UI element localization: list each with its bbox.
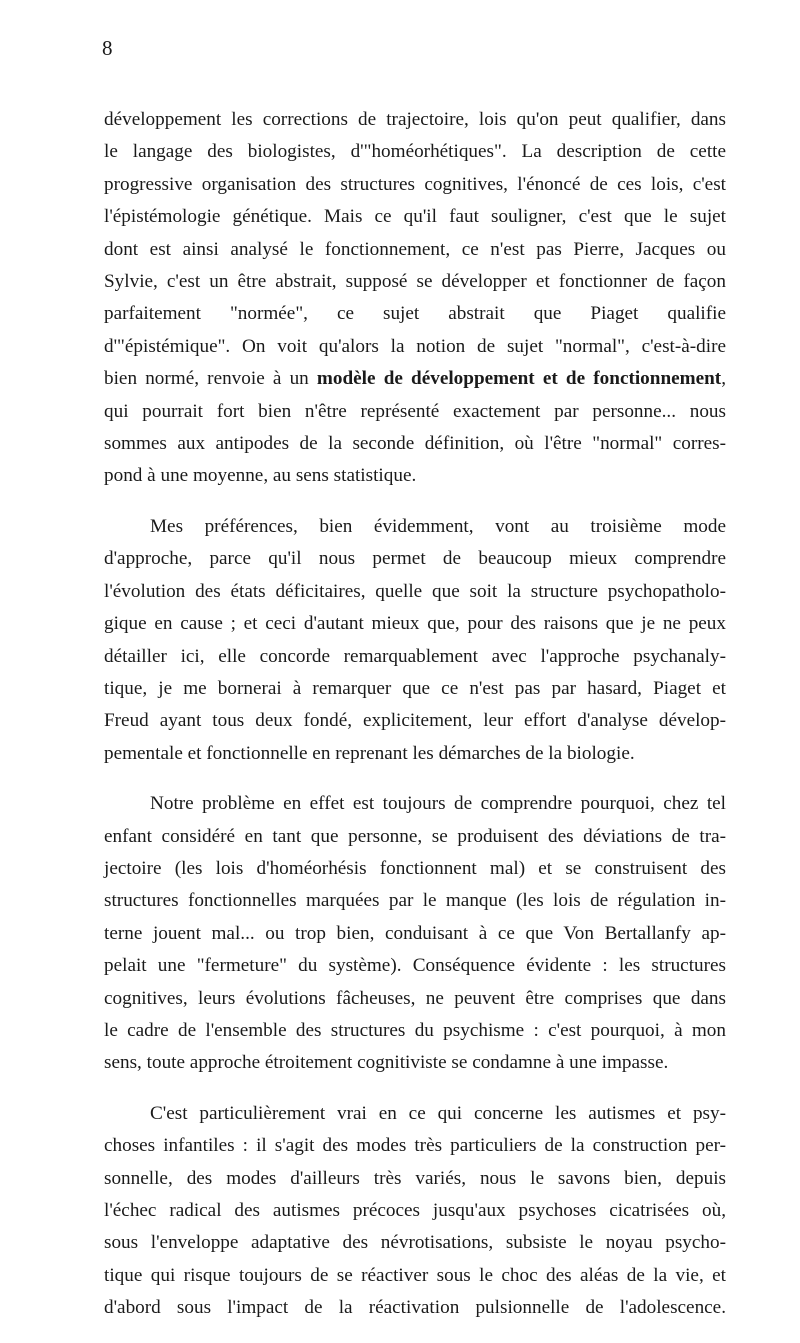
text-line: l'échec radical des autismes précoces jusqu'aux psychoses cicatrisées où, (104, 1200, 726, 1221)
text-line: sommes aux antipodes de la seconde définition, où l'être "normal" corres- (104, 433, 726, 455)
text-line: cognitives, leurs évolutions fâcheuses, ne peuvent être comprises que dans (104, 987, 726, 1009)
text-line: développement les corrections de trajectoire, lois qu'on peut qualifier, dans (104, 109, 726, 130)
text-line: C'est particulièrement vrai en ce qui concerne les autismes et psy- (150, 1102, 726, 1124)
text-line: tique, je me bornerai à remarquer que ce n'est pas par hasard, Piaget et (104, 677, 726, 699)
text-line: dont est ainsi analysé le fonctionnement, ce n'est pas Pierre, Jacques ou (104, 238, 726, 260)
text-line: d'"épistémique". On voit qu'alors la notion de sujet "normal", c'est-à-dire (104, 335, 726, 357)
text-line: le cadre de l'ensemble des structures du psychisme : c'est pourquoi, à mon (104, 1019, 726, 1041)
paragraph-1 (104, 104, 726, 493)
text-line: progressive organisation des structures cognitives, l'énoncé de ces lois, c'est (104, 173, 726, 195)
text-line: sens, toute approche étroitement cognitiviste se condamne à une impasse. (104, 1052, 669, 1074)
text-line: d'abord sous l'impact de la réactivation pulsionnelle de l'adolescence. (104, 1297, 726, 1319)
text-line: tique qui risque toujours de se réactiver sous le choc des aléas de la vie, et (104, 1264, 726, 1286)
paragraph-4 (104, 1098, 726, 1325)
text-line: sonnelle, des modes d'ailleurs très variés, nous le savons bien, depuis (104, 1167, 726, 1189)
text-line: structures fonctionnelles marquées par le manque (les lois de régulation in- (104, 890, 726, 912)
text-line: le langage des biologistes, d'"homéorhétiques". La description de cette (104, 141, 726, 163)
text-line: Freud ayant tous deux fondé, explicitement, leur effort d'analyse dévelop- (104, 710, 726, 732)
text-segment: , (721, 368, 726, 390)
text-line: enfant considéré en tant que personne, se produisent des déviations de tra- (104, 825, 726, 847)
text-line: jectoire (les lois d'homéorhésis fonctionnent mal) et se construisent des (104, 857, 726, 879)
text-line: terne jouent mal... ou trop bien, conduisant à ce que Von Bertallanfy ap- (104, 922, 726, 944)
text-line: pond à une moyenne, au sens statistique. (104, 465, 417, 487)
text-line: pelait une "fermeture" du système). Conséquence évidente : les structures (104, 955, 726, 977)
text-line: d'approche, parce qu'il nous permet de beaucoup mieux comprendre (104, 548, 726, 570)
text-segment: bien normé, renvoie à un (104, 368, 317, 390)
text-line: qui pourrait fort bien n'être représenté exactement par personne... nous (104, 400, 726, 422)
text-line: gique en cause ; et ceci d'autant mieux que, pour des raisons que je ne peux (104, 613, 726, 635)
text-line-with-bold (104, 363, 726, 395)
text-line: l'évolution des états déficitaires, quelle que soit la structure psychopatholo- (104, 580, 726, 602)
bold-phrase: modèle de développement et de fonctionnement (316, 368, 722, 390)
text-line: détailler ici, elle concorde remarquablement avec l'approche psychanaly- (104, 645, 726, 667)
text-line: parfaitement "normée", ce sujet abstrait que Piaget qualifie (104, 303, 726, 325)
body-text (104, 104, 726, 1343)
text-line: sous l'enveloppe adaptative des névrotisations, subsiste le noyau psycho- (104, 1232, 726, 1254)
paragraph-3 (104, 788, 726, 1080)
text-line: Mes préférences, bien évidemment, vont au troisième mode (150, 515, 726, 537)
text-line: l'épistémologie génétique. Mais ce qu'il faut souligner, c'est que le sujet (104, 206, 726, 228)
page-number: 8 (102, 36, 113, 60)
text-line: pementale et fonctionnelle en reprenant les démarches de la biologie. (104, 742, 635, 764)
paragraph-2 (104, 511, 726, 770)
text-line: Notre problème en effet est toujours de comprendre pourquoi, chez tel (150, 793, 726, 815)
text-line: Sylvie, c'est un être abstrait, supposé se développer et fonctionner de façon (104, 271, 726, 293)
text-line: choses infantiles : il s'agit des modes très particuliers de la construction per- (104, 1135, 726, 1157)
